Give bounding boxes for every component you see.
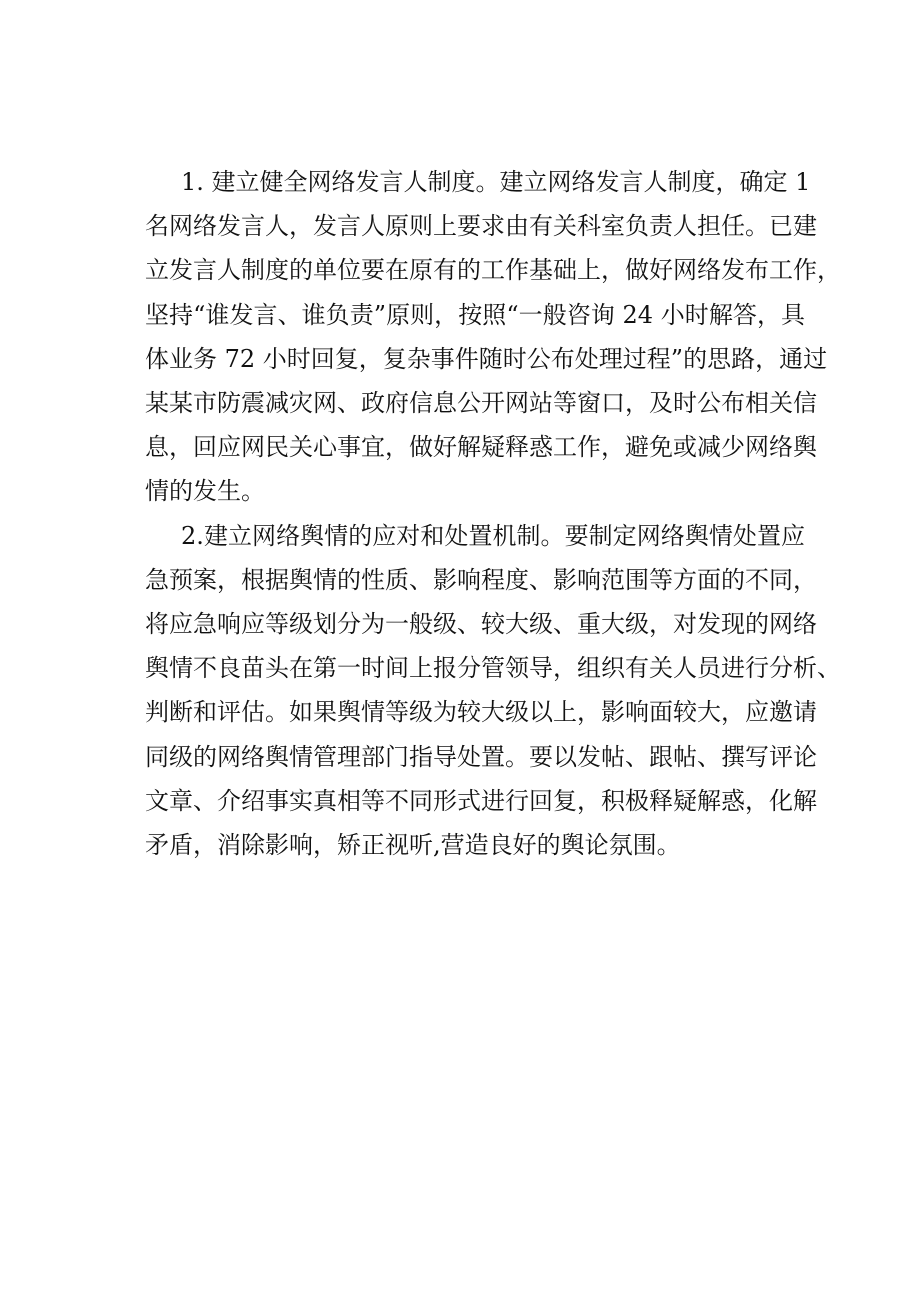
paragraph-line: 1. 建立健全网络发言人制度。建立网络发言人制度，确定 1	[181, 168, 811, 196]
paragraph-line: 名网络发言人，发言人原则上要求由有关科室负责人担任。已建	[145, 212, 817, 241]
document-body	[145, 160, 841, 867]
paragraph-line: 舆情不良苗头在第一时间上报分管领导，组织有关人员进行分析、	[145, 654, 841, 683]
paragraph-line: 立发言人制度的单位要在原有的工作基础上，做好网络发布工作，	[145, 256, 841, 285]
paragraph-line: 某某市防震减灾网、政府信息公开网站等窗口，及时公布相关信	[145, 389, 817, 418]
paragraph-network-spokesperson	[145, 160, 841, 514]
paragraph-line: 情的发生。	[145, 477, 265, 506]
paragraph-line: 将应急响应等级划分为一般级、较大级、重大级，对发现的网络	[145, 610, 817, 639]
paragraph-line: 2.建立网络舆情的应对和处置机制。要制定网络舆情处置应	[181, 521, 805, 550]
paragraph-public-opinion-response	[145, 514, 841, 868]
paragraph-line: 判断和评估。如果舆情等级为较大级以上，影响面较大，应邀请	[145, 698, 817, 727]
paragraph-line: 急预案，根据舆情的性质、影响程度、影响范围等方面的不同，	[145, 565, 817, 594]
paragraph-line: 体业务 72 小时回复，复杂事件随时公布处理过程”的思路，通过	[145, 344, 828, 373]
paragraph-line: 息，回应网民关心事宜，做好解疑释惑工作，避免或减少网络舆	[145, 433, 817, 462]
paragraph-line: 坚持“谁发言、谁负责”原则，按照“一般咨询 24 小时解答，具	[145, 300, 805, 329]
paragraph-line: 矛盾，消除影响，矫正视听,营造良好的舆论氛围。	[145, 831, 681, 860]
paragraph-line: 文章、介绍事实真相等不同形式进行回复，积极释疑解惑，化解	[145, 786, 817, 815]
paragraph-line: 同级的网络舆情管理部门指导处置。要以发帖、跟帖、撰写评论	[145, 742, 817, 771]
